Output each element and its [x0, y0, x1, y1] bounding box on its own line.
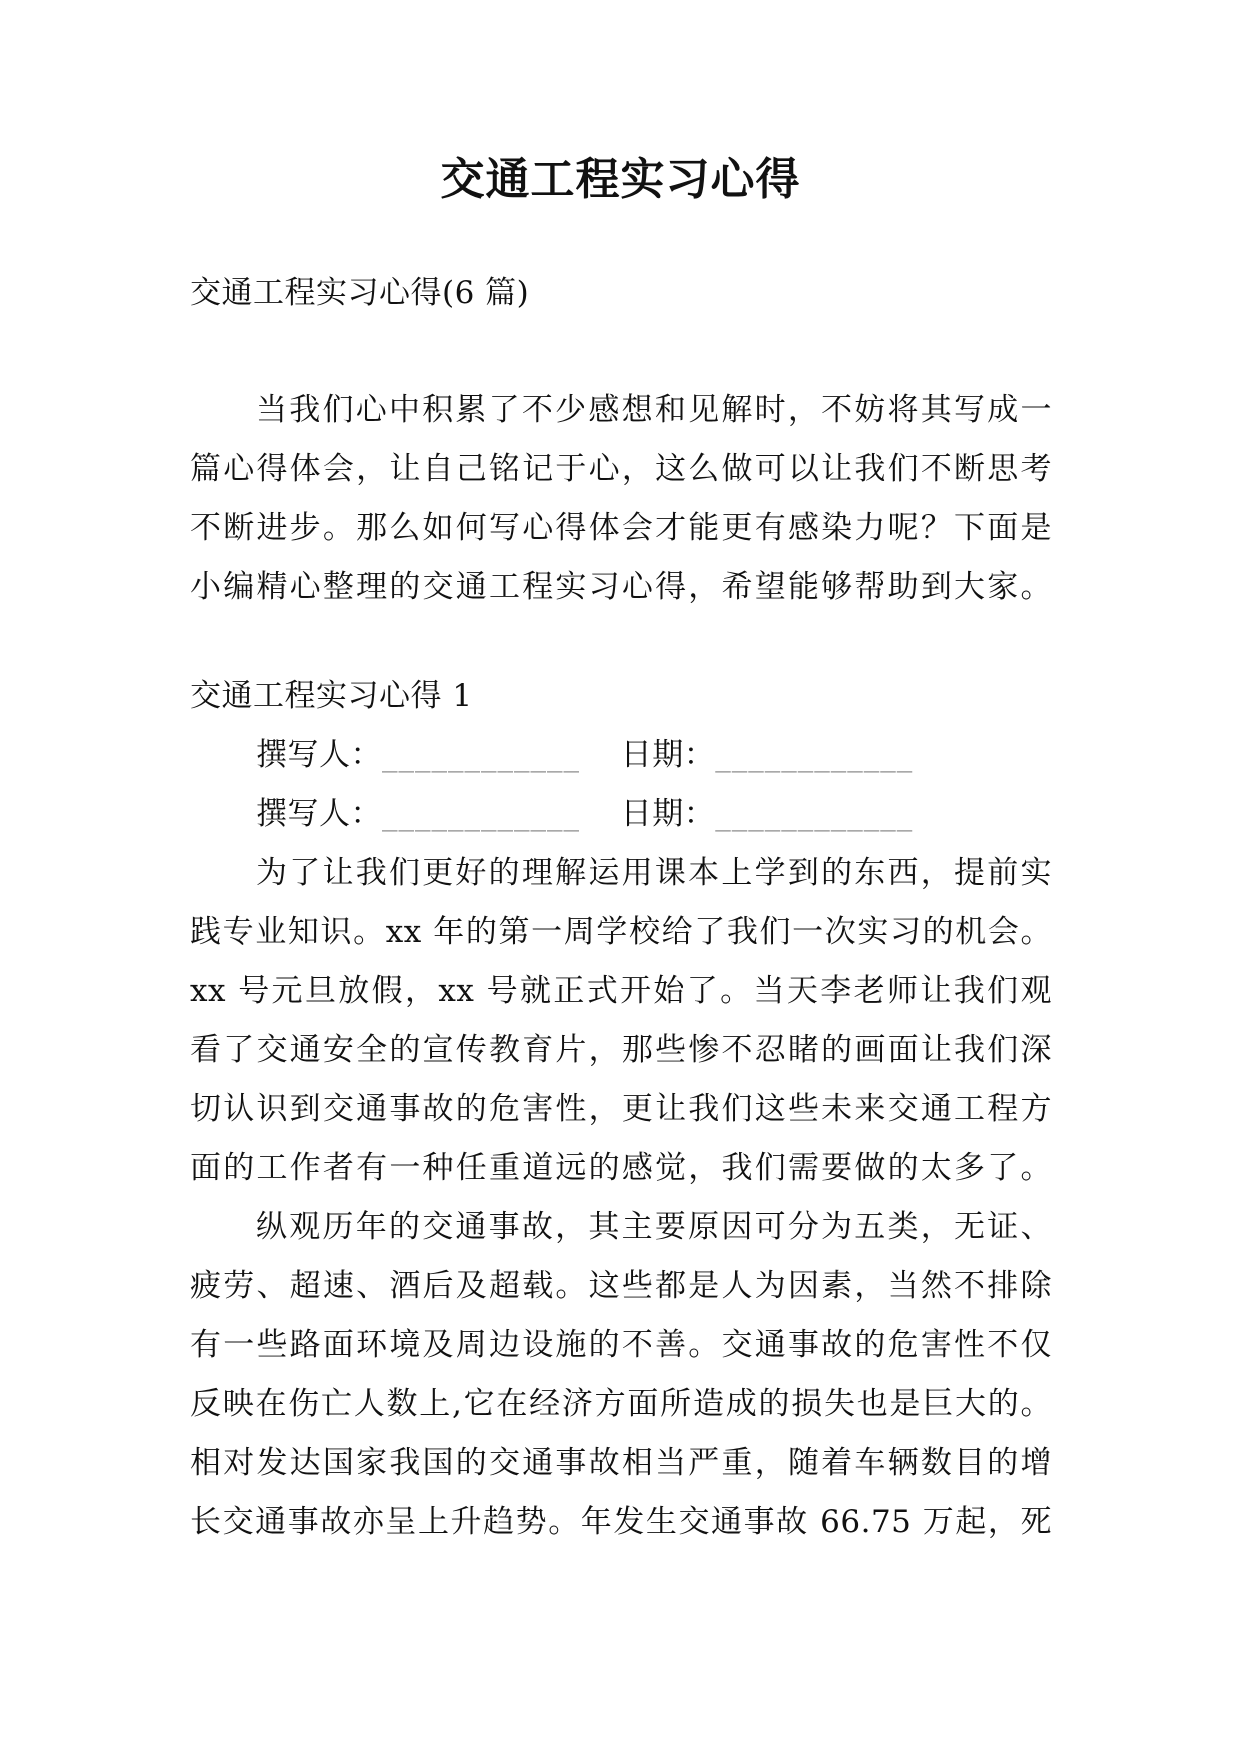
paragraph-line: 为了让我们更好的理解运用课本上学到的东西，提前实	[256, 855, 1052, 891]
paragraph-line: xx 号元旦放假，xx 号就正式开始了。当天李老师让我们观	[190, 973, 1052, 1009]
paragraph-line: 相对发达国家我国的交通事故相当严重，随着车辆数目的增	[190, 1445, 1052, 1481]
paragraph-line: 疲劳、超速、酒后及超载。这些都是人为因素，当然不排除	[190, 1268, 1052, 1304]
paragraph-1	[190, 844, 1052, 1198]
author-label: 撰写人：	[256, 737, 382, 773]
paragraph-2	[190, 1198, 1052, 1552]
spacer	[190, 323, 1052, 381]
paragraph-line: 看了交通安全的宣传教育片，那些惨不忍睹的画面让我们深	[190, 1032, 1052, 1068]
spacer	[190, 617, 1052, 667]
author-blank: ____________	[382, 796, 580, 832]
paragraph-line: 纵观历年的交通事故，其主要原因可分为五类，无证、	[256, 1209, 1052, 1245]
document-subtitle: 交通工程实习心得(6 篇)	[190, 275, 530, 311]
author-blank: ____________	[382, 737, 580, 773]
paragraph-line: 反映在伤亡人数上,它在经济方面所造成的损失也是巨大的。	[190, 1386, 1052, 1422]
intro-line: 当我们心中积累了不少感想和见解时，不妨将其写成一	[256, 392, 1052, 428]
date-blank: ____________	[715, 737, 914, 773]
section-heading: 交通工程实习心得 1	[190, 678, 473, 714]
paragraph-line: 面的工作者有一种任重道远的感觉，我们需要做的太多了。	[190, 1150, 1052, 1186]
author-date-row	[190, 785, 1052, 844]
document-body	[190, 264, 1052, 1552]
document-title: 交通工程实习心得	[440, 154, 801, 205]
date-label: 日期：	[620, 737, 716, 773]
paragraph-line: 践专业知识。xx 年的第一周学校给了我们一次实习的机会。	[190, 914, 1052, 950]
paragraph-line: 切认识到交通事故的危害性，更让我们这些未来交通工程方	[190, 1091, 1052, 1127]
author-label: 撰写人：	[256, 796, 382, 832]
intro-line: 不断进步。那么如何写心得体会才能更有感染力呢？下面是	[190, 510, 1052, 546]
paragraph-line: 有一些路面环境及周边设施的不善。交通事故的危害性不仅	[190, 1327, 1052, 1363]
intro-paragraph	[190, 381, 1052, 617]
date-label: 日期：	[620, 796, 716, 832]
intro-line: 小编精心整理的交通工程实习心得，希望能够帮助到大家。	[190, 569, 1052, 605]
author-date-row	[190, 726, 1052, 785]
intro-line: 篇心得体会，让自己铭记于心，这么做可以让我们不断思考	[190, 451, 1052, 487]
date-blank: ____________	[715, 796, 914, 832]
paragraph-line: 长交通事故亦呈上升趋势。年发生交通事故 66.75 万起，死	[190, 1504, 1052, 1540]
